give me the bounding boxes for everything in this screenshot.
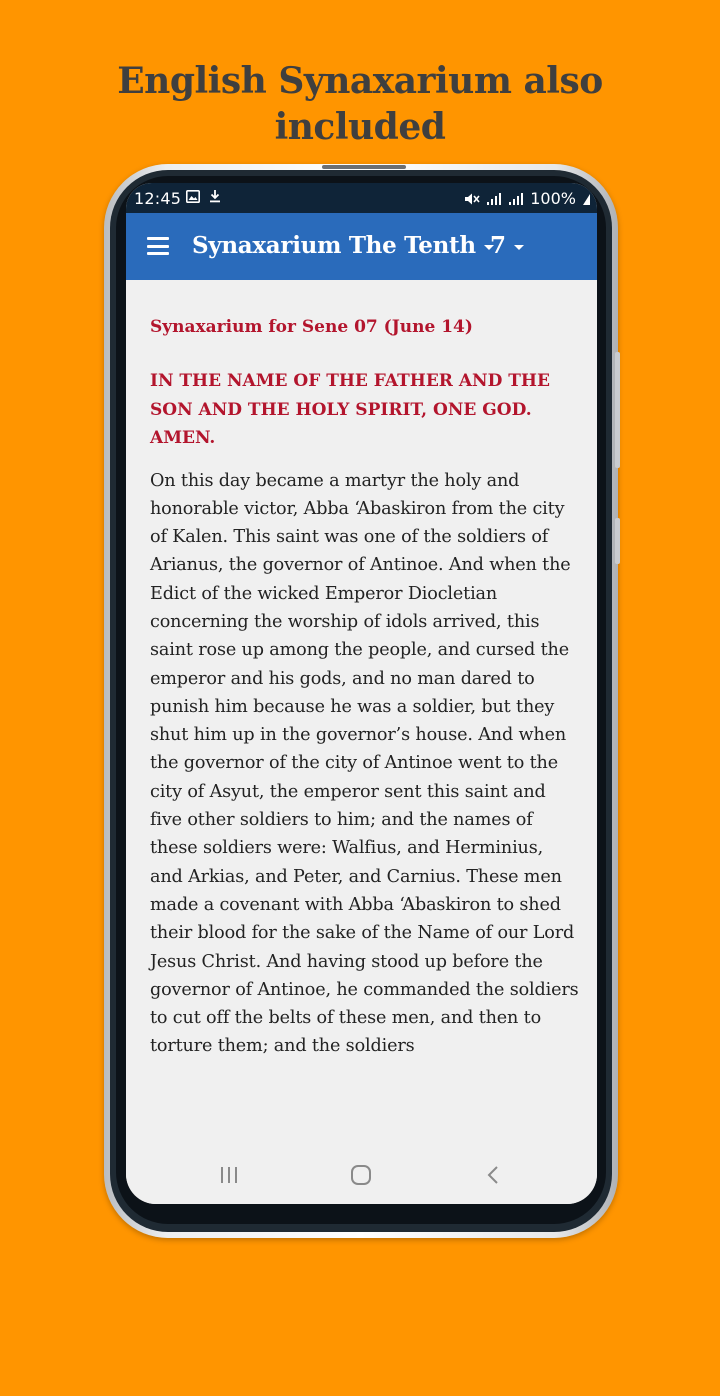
article-heading: Synaxarium for Sene 07 (June 14) <box>150 317 473 337</box>
phone-volume-button <box>615 352 620 468</box>
battery-percent: 100% <box>530 189 576 208</box>
back-button[interactable] <box>479 1162 507 1188</box>
article-body: On this day became a martyr the holy and honorable victor, Abba ‘Abaskiron from the city of Kalen. This saint was one of the soldiers of Arianus, the governor of Antinoe. And when the Edict of the wicked Emperor Diocletian concerning the worship of idols arrived, this saint rose up among the people, and cursed the emperor and his gods, and no man dared to punish him because he was a soldier, but they shut him up in the governor’s house. And when the governor of the city of Antinoe went to the city of Asyut, the emperor sent this saint and five other soldiers to him; and the names of these soldiers were: Walfius, and Herminius, and Arkias, and Peter, and Carnius. These men made a covenant with Abba ‘Abaskiron to shed their blood for the sake of the Name of our Lord Jesus Christ. And having stood up before the governor of Antinoe, he commanded the soldiers to cut off the belts of these men, and then to torture them; and the soldiers <box>150 470 579 1057</box>
day-selector-dropdown[interactable] <box>490 230 524 262</box>
phone-screen <box>126 183 597 1204</box>
hamburger-menu-icon[interactable] <box>147 237 169 255</box>
battery-icon <box>582 192 591 206</box>
app-bar <box>126 213 597 280</box>
article-invocation: IN THE NAME OF THE FATHER AND THE SON AND THE HOLY SPIRIT, ONE GOD. AMEN. <box>150 371 550 448</box>
status-left-icons <box>186 189 221 203</box>
status-right <box>464 189 591 208</box>
status-time: 12:45 <box>134 189 182 208</box>
home-button[interactable] <box>347 1162 375 1188</box>
phone-earpiece <box>322 165 406 169</box>
back-icon <box>486 1165 500 1185</box>
book-selector-label: Synaxarium The Tenth <box>192 232 476 259</box>
signal-icon <box>508 192 524 206</box>
recent-apps-button[interactable] <box>215 1162 243 1188</box>
book-selector-dropdown[interactable] <box>192 230 494 262</box>
mute-icon <box>464 192 480 206</box>
home-icon <box>350 1164 372 1186</box>
image-icon <box>186 190 200 203</box>
download-icon <box>209 189 221 203</box>
day-selector-label: 7 <box>490 232 507 259</box>
signal-icon <box>486 192 502 206</box>
article-content[interactable] <box>150 313 580 1061</box>
promo-title <box>0 58 720 150</box>
status-bar <box>126 183 597 213</box>
promo-title-line-1: English Synaxarium also <box>117 60 603 102</box>
promo-title-line-2: included <box>274 106 446 148</box>
system-nav-bar <box>126 1146 597 1204</box>
chevron-down-icon <box>514 245 524 250</box>
recent-apps-icon <box>219 1166 239 1184</box>
phone-power-button <box>615 518 620 564</box>
